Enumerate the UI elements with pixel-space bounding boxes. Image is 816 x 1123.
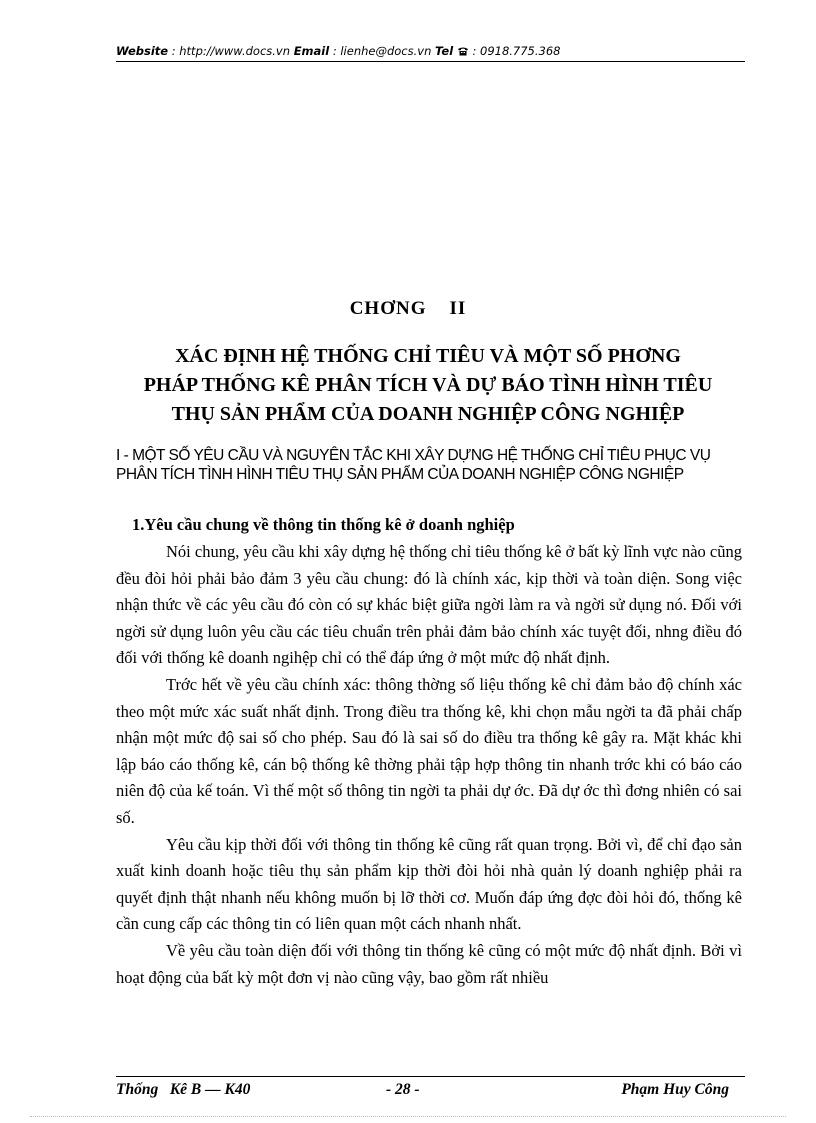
page-header	[116, 44, 745, 62]
website-label: Website	[116, 44, 169, 58]
subsection-heading: 1.Yêu cầu chung về thông tin thống kê ở doanh nghiệp	[132, 515, 515, 534]
paragraph: Yêu cầu kịp thời đối với thông tin thống kê cũng rất quan trọng. Bởi vì, để chỉ đạo sản xuất kinh doanh hoặc tiêu thụ sản phẩm kịp thời đòi hỏi nhà quản lý doanh nghiệp phải ra quyết định thật nhanh nếu không muốn bị lỡ thời cơ. Muốn đáp ứng đợc đòi hỏi đó, thống kê cần cung cấp các thông tin có liên quan một cách nhanh nhất.	[116, 834, 742, 934]
website-value: : http://www.docs.vn	[171, 44, 291, 58]
paragraph: Về yêu cầu toàn diện đối với thông tin thống kê cũng có một mức độ nhất định. Bởi vì hoạt động của bất kỳ một đơn vị nào cũng vậy, bao gồm rất nhiều	[116, 940, 742, 987]
chapter-title: CHƠNG II	[349, 298, 467, 319]
footer-author: Phạm Huy Công	[621, 1081, 729, 1098]
body-text	[116, 539, 742, 991]
tel-value: : 0918.775.368	[472, 44, 561, 58]
title-line: THỤ SẢN PHẨM CỦA DOANH NGHIỆP CÔNG NGHIỆP	[171, 403, 685, 425]
phone-icon	[457, 44, 473, 58]
title-line: XÁC ĐỊNH HỆ THỐNG CHỈ TIÊU VÀ MỘT SỐ PHƠNG	[175, 345, 681, 367]
bottom-divider	[30, 1116, 786, 1117]
footer-left: Thống Kê B — K40	[116, 1081, 251, 1098]
tel-label: Tel	[435, 44, 454, 58]
document-title	[110, 342, 746, 429]
section-heading: I - MỘT SỐ YÊU CẦU VÀ NGUYÊN TẮC KHI XÂY DỰNG HỆ THỐNG CHỈ TIÊU PHỤC VỤ PHÂN TÍCH TÌNH HÌNH TIÊU THỤ SẢN PHẨM CỦA DOANH NGHIỆP CÔNG NGHIỆP	[116, 447, 711, 483]
email-label: Email	[293, 44, 330, 58]
title-line: PHÁP THỐNG KÊ PHÂN TÍCH VÀ DỰ BÁO TÌNH HÌNH TIÊU	[143, 374, 713, 396]
page-footer	[116, 1076, 745, 1103]
paragraph: Nói chung, yêu cầu khi xây dựng hệ thống chỉ tiêu thống kê ở bất kỳ lĩnh vực nào cũng đều đòi hỏi phải bảo đảm 3 yêu cầu chung: đó là chính xác, kịp thời và toàn diện. Song việc nhận thức về các yêu cầu đó còn có sự khác biệt giữa ngời làm ra và ngời sử dụng nó. Đối với ngời sử dụng luôn yêu cầu các tiêu chuẩn trên phải đảm bảo chính xác tuyệt đối, nhng điều đó đối với thống kê doanh ngihệp chỉ có thể đáp ứng ở một mức độ nhất định.	[116, 542, 742, 668]
email-value: : lienhe@docs.vn	[332, 44, 432, 58]
paragraph: Trớc hết về yêu cầu chính xác: thông thờng số liệu thống kê chỉ đảm bảo độ chính xác theo một mức xác suất nhất định. Trong điều tra thống kê, khi chọn mẫu ngời ta đã phải chấp nhận một mức độ sai số cho phép. Sau đó là sai số do điều tra thống kê gây ra. Mặt khác khi lập báo cáo thống kê, cán bộ thống kê thờng phải tập hợp thông tin nhanh trớc khi có báo cáo niên độ của kế toán. Vì thế một số thông tin ngời ta phải dự ớc. Đã dự ớc thì đơng nhiên có sai số.	[116, 674, 742, 827]
page-number: - 28 -	[386, 1081, 420, 1098]
